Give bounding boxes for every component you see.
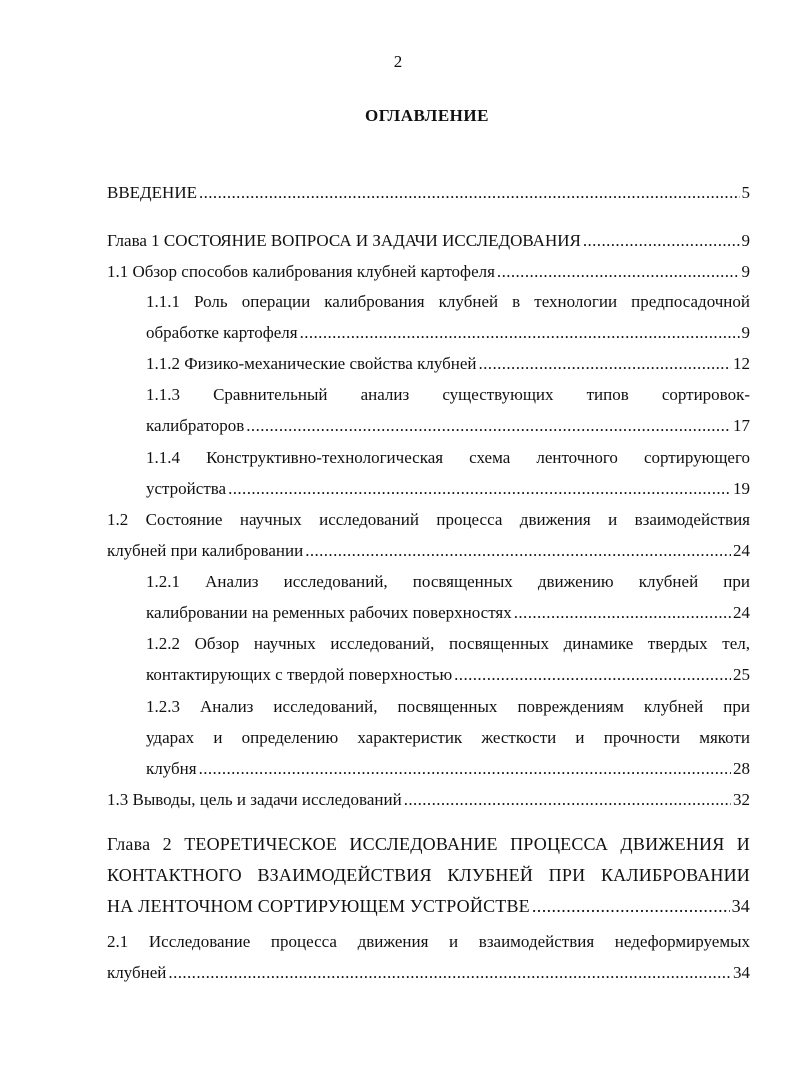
toc-entry-title-line: 1.1.1 Роль операции калибрования клубней в технологии предпосадочной bbox=[146, 292, 750, 311]
toc-entry-title-line: Глава 2 ТЕОРЕТИЧЕСКОЕ ИССЛЕДОВАНИЕ ПРОЦЕССА ДВИЖЕНИЯ И bbox=[107, 834, 750, 854]
toc-entry-title-line: 1.2.1 Анализ исследований, посвященных движению клубней при bbox=[146, 572, 750, 591]
dot-leader bbox=[246, 410, 731, 441]
toc-entry-title: клубней при калибровании bbox=[107, 541, 304, 560]
toc-entry-1-2-3[interactable] bbox=[146, 691, 750, 784]
dot-leader bbox=[583, 225, 740, 256]
toc-entry-title: калибраторов bbox=[146, 416, 245, 435]
toc-entry-title-line: 1.1.3 Сравнительный анализ существующих типов сортировок- bbox=[146, 385, 750, 404]
toc-title: ОГЛАВЛЕНИЕ bbox=[365, 106, 489, 125]
toc-entry-title-line: КОНТАКТНОГО ВЗАИМОДЕЙСТВИЯ КЛУБНЕЙ ПРИ КАЛИБРОВАНИИ bbox=[107, 865, 750, 885]
toc-entry-title: 1.3 Выводы, цель и задачи исследований bbox=[107, 790, 402, 809]
toc-entry-title-line: 2.1 Исследование процесса движения и взаимодействия недеформируемых bbox=[107, 932, 750, 951]
toc-page-number: 24 bbox=[733, 603, 750, 622]
dot-leader bbox=[199, 753, 731, 784]
toc-entry-chapter-1[interactable] bbox=[107, 225, 750, 256]
dot-leader bbox=[454, 659, 731, 690]
toc-entry-title: НА ЛЕНТОЧНОМ СОРТИРУЮЩЕМ УСТРОЙСТВЕ bbox=[107, 896, 530, 916]
toc-page-number: 24 bbox=[733, 541, 750, 560]
toc-entry-title-line: 1.2.3 Анализ исследований, посвященных повреждениям клубней при bbox=[146, 697, 750, 716]
toc-entry-title: контактирующих с твердой поверхностью bbox=[146, 665, 453, 684]
toc-entry-chapter-2[interactable] bbox=[107, 829, 750, 922]
toc-entry-1-2[interactable] bbox=[107, 504, 750, 566]
dot-leader bbox=[228, 473, 731, 504]
toc-entry-1-1-1[interactable] bbox=[146, 286, 750, 348]
toc-entry-title: калибровании на ременных рабочих поверхностях bbox=[146, 603, 512, 622]
dot-leader bbox=[514, 597, 731, 628]
toc-entry-1-3[interactable] bbox=[107, 784, 750, 815]
toc-entry-title: обработке картофеля bbox=[146, 323, 298, 342]
page-number: 2 bbox=[393, 52, 403, 71]
toc-entry-title-line: 1.2 Состояние научных исследований процесса движения и взаимодействия bbox=[107, 510, 750, 529]
toc-page-number: 5 bbox=[741, 183, 750, 202]
toc-page-number: 34 bbox=[733, 963, 750, 982]
toc-entry-title: Глава 1 СОСТОЯНИЕ ВОПРОСА И ЗАДАЧИ ИССЛЕДОВАНИЯ bbox=[107, 231, 581, 250]
toc-page-number: 9 bbox=[741, 262, 750, 281]
toc-page-number: 19 bbox=[733, 479, 750, 498]
toc-page-number: 28 bbox=[733, 759, 750, 778]
toc-entry-1-1-2[interactable] bbox=[146, 348, 750, 379]
toc-entry-1-1-4[interactable] bbox=[146, 442, 750, 504]
toc-entry-title: устройства bbox=[146, 479, 227, 498]
toc-entry-2-1[interactable] bbox=[107, 926, 750, 988]
toc-entry-1-2-1[interactable] bbox=[146, 566, 750, 628]
toc-entry-title: клубня bbox=[146, 759, 197, 778]
toc-page-number: 9 bbox=[741, 231, 750, 250]
dot-leader bbox=[479, 348, 732, 379]
toc-entry-title-line: 1.1.4 Конструктивно-технологическая схема ленточного сортирующего bbox=[146, 448, 750, 467]
dot-leader bbox=[168, 957, 731, 988]
toc-entry-title: 1.1.2 Физико-механические свойства клубней bbox=[146, 354, 477, 373]
toc-entry-title: ВВЕДЕНИЕ bbox=[107, 183, 197, 202]
dot-leader bbox=[199, 177, 740, 208]
dot-leader bbox=[305, 535, 731, 566]
toc-page-number: 32 bbox=[733, 790, 750, 809]
toc-entry-title: 1.1 Обзор способов калибрования клубней картофеля bbox=[107, 262, 495, 281]
toc-page-number: 34 bbox=[731, 896, 750, 916]
dot-leader bbox=[404, 784, 731, 815]
toc-page-number: 17 bbox=[733, 416, 750, 435]
toc-page-number: 12 bbox=[733, 354, 750, 373]
toc-entry-1-1[interactable] bbox=[107, 256, 750, 287]
toc-entry-title-line: ударах и определению характеристик жесткости и прочности мякоти bbox=[146, 728, 750, 747]
dot-leader bbox=[532, 891, 730, 922]
dot-leader bbox=[300, 317, 740, 348]
toc-entry-introduction[interactable] bbox=[107, 177, 750, 208]
toc-entry-title-line: 1.2.2 Обзор научных исследований, посвященных динамике твердых тел, bbox=[146, 634, 750, 653]
toc-page-number: 25 bbox=[733, 665, 750, 684]
dot-leader bbox=[497, 256, 740, 287]
toc-page-number: 9 bbox=[741, 323, 750, 342]
toc-entry-1-1-3[interactable] bbox=[146, 379, 750, 441]
toc-entry-title: клубней bbox=[107, 963, 167, 982]
toc-entry-1-2-2[interactable] bbox=[146, 628, 750, 690]
